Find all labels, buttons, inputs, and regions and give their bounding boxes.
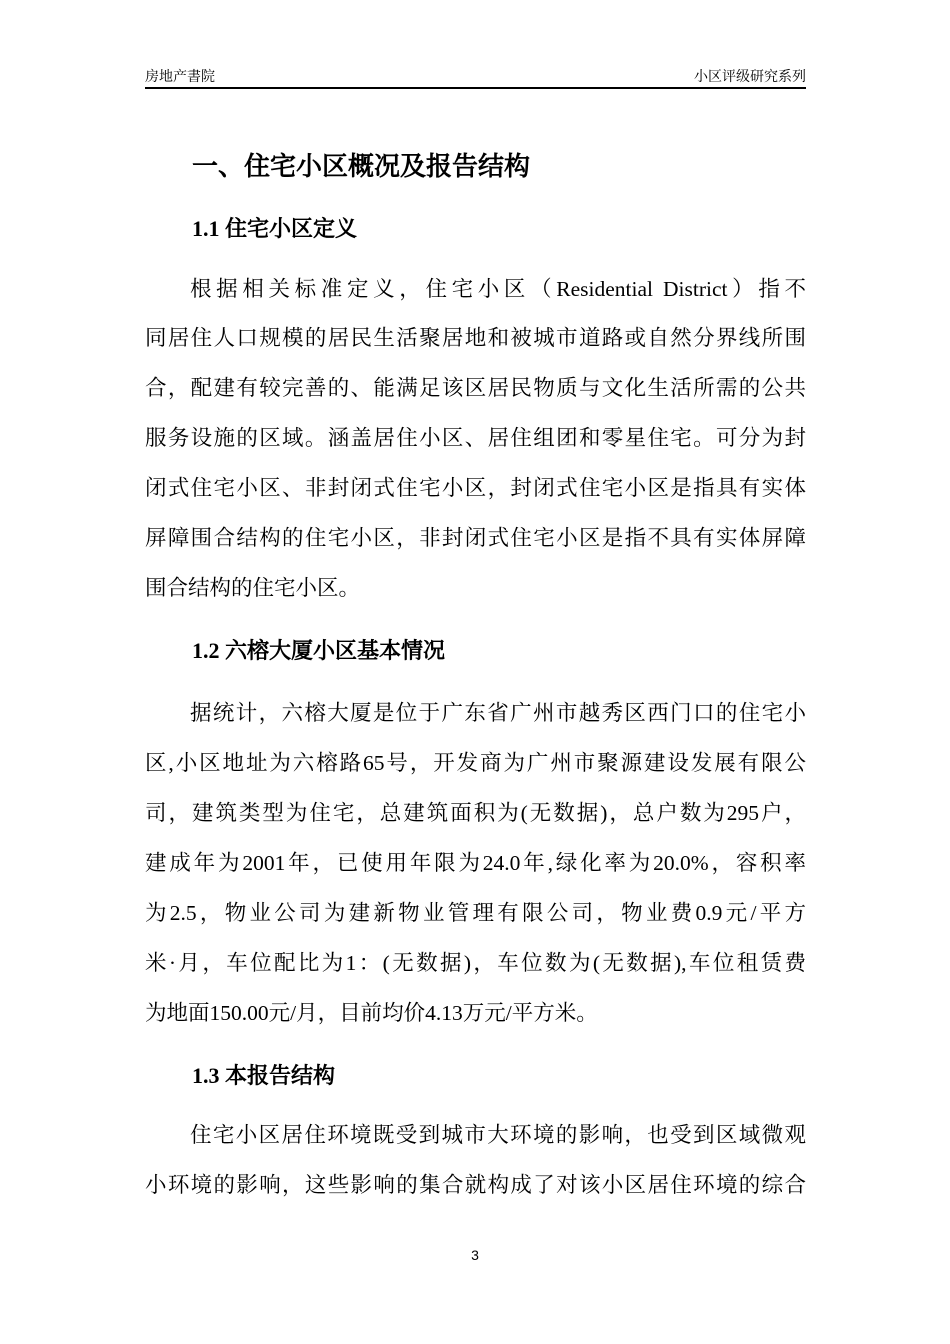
paragraph-line: 围合结构的住宅小区。 bbox=[145, 576, 361, 600]
paragraph-line: 服务设施的区域。涵盖居住小区、居住组团和零星住宅。可分为封 bbox=[145, 426, 806, 450]
header-right-title: 小区评级研究系列 bbox=[694, 68, 806, 84]
paragraph-line: 司，建筑类型为住宅，总建筑面积为(无数据)，总户数为295户， bbox=[145, 801, 806, 825]
paragraph-line: 小环境的影响，这些影响的集合就构成了对该小区居住环境的综合 bbox=[145, 1173, 806, 1197]
paragraph-line: 米·月，车位配比为1：(无数据)，车位数为(无数据),车位租赁费 bbox=[145, 951, 806, 975]
paragraph-line: 为2.5，物业公司为建新物业管理有限公司，物业费0.9元/平方 bbox=[145, 901, 806, 925]
section-title-1-2: 1.2 六榕大厦小区基本情况 bbox=[192, 638, 446, 663]
paragraph-line: 建成年为2001年，已使用年限为24.0年,绿化率为20.0%，容积率 bbox=[145, 851, 806, 875]
paragraph-line: 闭式住宅小区、非封闭式住宅小区，封闭式住宅小区是指具有实体 bbox=[145, 476, 806, 500]
chapter-title: 一、住宅小区概况及报告结构 bbox=[192, 152, 531, 181]
section-title-1-1: 1.1 住宅小区定义 bbox=[192, 216, 358, 241]
paragraph-line: 为地面150.00元/月，目前均价4.13万元/平方米。 bbox=[145, 1001, 598, 1025]
header-divider bbox=[145, 87, 806, 89]
paragraph-line: 据统计，六榕大厦是位于广东省广州市越秀区西门口的住宅小 bbox=[190, 701, 806, 725]
page-number: 3 bbox=[471, 1247, 479, 1263]
paragraph-line: 区,小区地址为六榕路65号，开发商为广州市聚源建设发展有限公 bbox=[145, 751, 806, 775]
paragraph-line: 住宅小区居住环境既受到城市大环境的影响，也受到区域微观 bbox=[190, 1123, 806, 1147]
paragraph-line: 根据相关标准定义，住宅小区（Residential District）指不 bbox=[190, 277, 806, 301]
paragraph-line: 屏障围合结构的住宅小区，非封闭式住宅小区是指不具有实体屏障 bbox=[145, 526, 806, 550]
paragraph-line: 同居住人口规模的居民生活聚居地和被城市道路或自然分界线所围 bbox=[145, 326, 806, 350]
paragraph-line: 合，配建有较完善的、能满足该区居民物质与文化生活所需的公共 bbox=[145, 376, 806, 400]
header-left-title: 房地产書院 bbox=[145, 68, 215, 84]
section-title-1-3: 1.3 本报告结构 bbox=[192, 1063, 336, 1088]
